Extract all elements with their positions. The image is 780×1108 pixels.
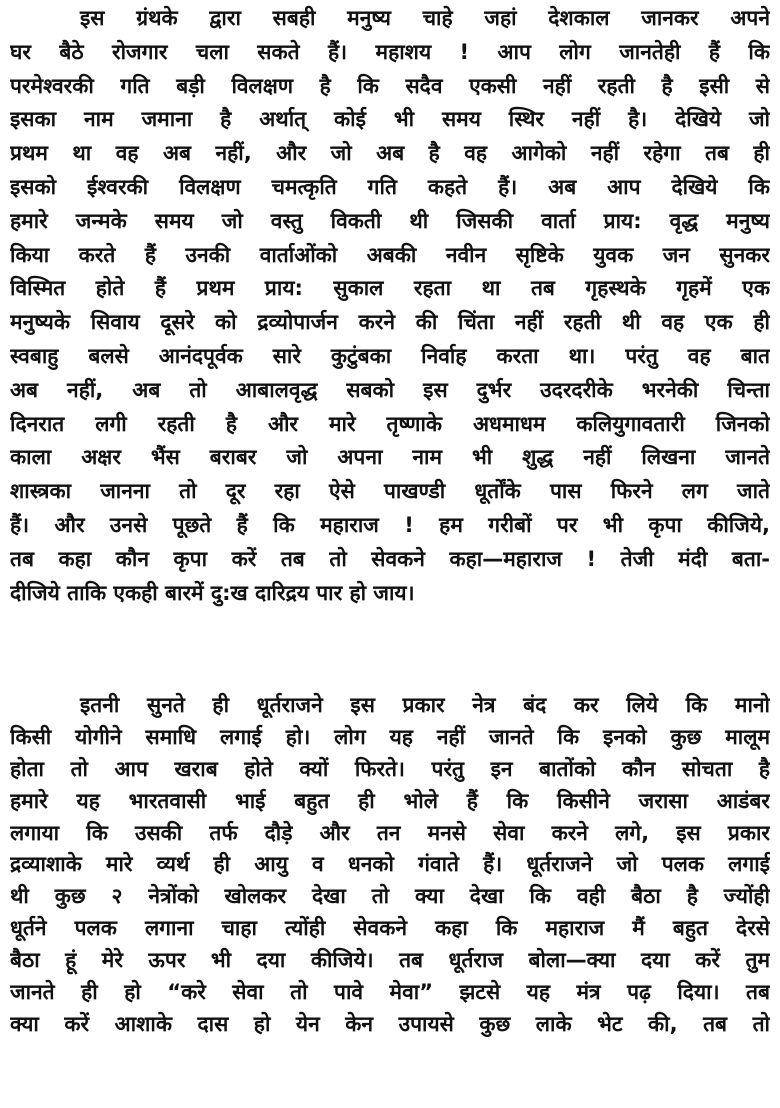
text-line: हमारे जन्मके समय जो वस्तु विकती थी जिसकी वार्ता प्राय: वृद्ध मनुष्य <box>10 208 770 233</box>
text-line: क्या करें आशाके दास हो येन केन उपायसे कुछ लाके भेट की, तब तो <box>10 1011 770 1036</box>
text-line: इस ग्रंथके द्वारा सबही मनुष्य चाहे जहां देशकाल जानकर अपने <box>80 6 770 30</box>
text-line: किसी योगीने समाधि लगाई हो। लोग यह नहीं जानते कि इनको कुछ मालूम <box>10 724 770 749</box>
text-line: तब कहा कौन कृपा करें तब तो सेवकने कहा—महाराज ! तेजी मंदी बता- <box>10 546 770 571</box>
text-line: होता तो आप खराब होते क्यों फिरते। परंतु इन बातोंको कौन सोचता है <box>10 756 770 781</box>
text-line: शास्त्रका जानना तो दूर रहा ऐसे पाखण्डी धूर्तोंके पास फिरने लग जाते <box>10 479 770 504</box>
text-line: थी कुछ २ नेत्रोंको खोलकर देखा तो क्या देखा कि वही बैठा है ज्योंही <box>10 884 770 909</box>
text-line: धूर्तने पलक लगाना चाहा त्योंही सेवकने कहा कि महाराज मैं बहुत देरसे <box>10 916 770 941</box>
text-line: हैं। और उनसे पूछते हैं कि महाराज ! हम गरीबों पर भी कृपा कीजिये, <box>10 512 770 537</box>
paragraph-2 <box>10 690 770 1041</box>
text-line: जानते ही हो “करे सेवा तो पावे मेवा” झटसे यह मंत्र पढ़ दिया। तब <box>10 980 770 1005</box>
text-line: मनुष्यके सिवाय दूसरे को द्रव्योपार्जन करने की चिंता नहीं रहती थी वह एक ही <box>10 310 770 335</box>
text-line: विस्मित होते हैं प्रथम प्राय: सुकाल रहता था तब गृहस्थके गृहमें एक <box>10 276 770 301</box>
text-line: इसका नाम जमाना है अर्थात् कोई भी समय स्थिर नहीं है। देखिये जो <box>10 107 770 132</box>
text-line: दीजिये ताकि एकही बारमें दु:ख दारिद्रय पार हो जाय। <box>10 580 415 605</box>
text-line: किया करते हैं उनकी वार्ताओंको अबकी नवीन सृष्टिके युवक जन सुनकर <box>10 242 770 267</box>
text-line: हमारे यह भारतवासी भाई बहुत ही भोले हैं कि किसीने जरासा आडंबर <box>10 788 770 813</box>
text-line: प्रथम था वह अब नहीं, और जो अब है वह आगेको नहीं रहेगा तब ही <box>10 141 770 166</box>
text-line: अब नहीं, अब तो आबालवृद्ध सबको इस दुर्भर उदरदरीके भरनेकी चिन्ता <box>10 377 770 402</box>
text-line: इसको ईश्वरकी विलक्षण चमत्कृति गति कहते हैं। अब आप देखिये कि <box>10 174 770 199</box>
text-line: लगाया कि उसकी तर्फ दौड़े और तन मनसे सेवा करने लगे, इस प्रकार <box>10 820 770 845</box>
text-line: परमेश्वरकी गति बड़ी विलक्षण है कि सदैव एकसी नहीं रहती है इसी से <box>10 73 770 98</box>
paragraph-1 <box>10 2 770 610</box>
text-line: दिनरात लगी रहती है और मारे तृष्णाके अधमाधम कलियुगावतारी जिनको <box>10 411 770 436</box>
text-line: बैठा हूं मेरे ऊपर भी दया कीजिये। तब धूर्तराज बोला—क्या दया करें तुम <box>10 948 770 973</box>
text-line: स्वबाहु बलसे आनंदपूर्वक सारे कुटुंबका निर्वाह करता था। परंतु वह बात <box>10 343 770 368</box>
text-line: इतनी सुनते ही धूर्तराजने इस प्रकार नेत्र बंद कर लिये कि मानो <box>80 693 770 717</box>
text-line: घर बैठे रोजगार चला सकते हैं। महाशय ! आप लोग जानतेही हैं कि <box>10 39 770 64</box>
text-line: काला अक्षर भैंस बराबर जो अपना नाम भी शुद्ध नहीं लिखना जानते <box>10 445 770 470</box>
text-line: द्रव्याशाके मारे व्यर्थ ही आयु व धनको गंवाते हैं। धूर्तराजने जो पलक लगाई <box>10 852 770 877</box>
